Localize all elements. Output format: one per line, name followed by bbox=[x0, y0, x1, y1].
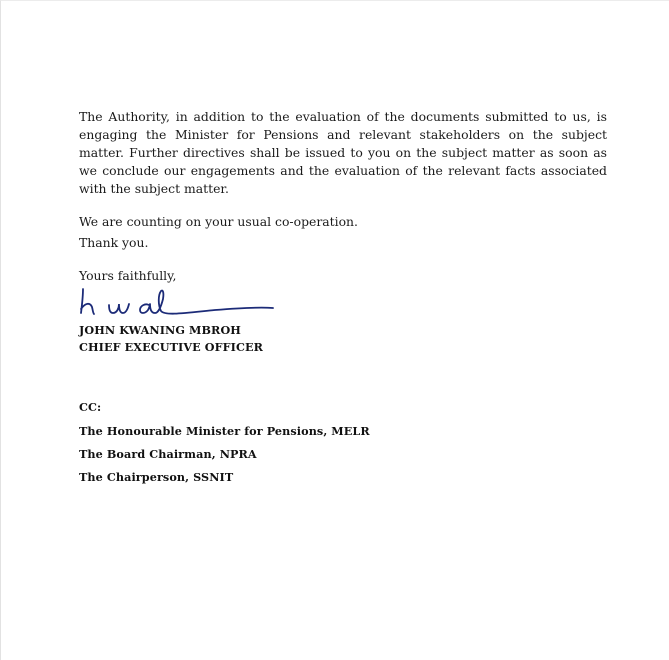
closing-salutation: Yours faithfully, bbox=[79, 268, 177, 283]
cooperation-line: We are counting on your usual co-operation. bbox=[79, 214, 358, 229]
signatory-title: CHIEF EXECUTIVE OFFICER bbox=[79, 340, 264, 354]
cc-recipient: The Board Chairman, NPRA bbox=[79, 447, 257, 461]
cc-recipient: The Chairperson, SSNIT bbox=[79, 470, 234, 484]
handwritten-signature bbox=[75, 283, 275, 323]
signatory-name: JOHN KWANING MBROH bbox=[79, 323, 241, 337]
cc-label: CC: bbox=[79, 400, 102, 414]
thanks-line: Thank you. bbox=[79, 235, 149, 250]
cc-recipient: The Honourable Minister for Pensions, MELR bbox=[79, 424, 370, 438]
letter-paragraph-1: The Authority, in addition to the evaluation of the documents submitted to us, is engaging the Minister for Pensions and relevant stakeholders on the subject matter. Further directives shall be issued to you on the subject matter as soon as we conclude our engagements and the evaluation of the relevant facts associated with the subject matter. bbox=[79, 109, 607, 196]
